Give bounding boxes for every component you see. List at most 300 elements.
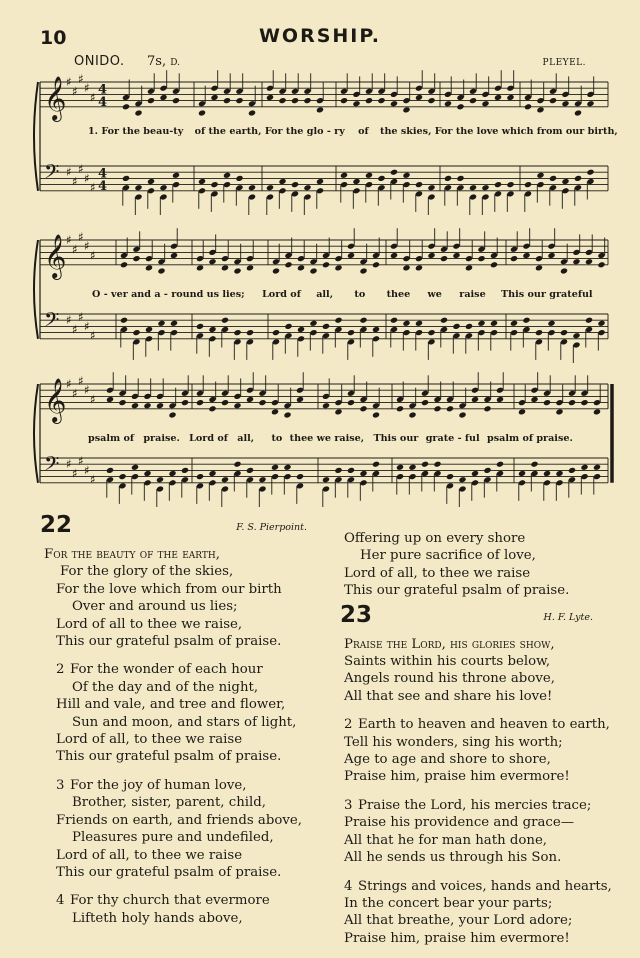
note-head bbox=[408, 411, 416, 418]
stanza-number: 2 bbox=[56, 662, 65, 678]
note-head bbox=[120, 317, 128, 324]
verse-text: For the joy of human love, bbox=[70, 777, 247, 793]
note-head bbox=[347, 399, 355, 406]
note-head bbox=[561, 100, 569, 107]
note-head bbox=[122, 103, 130, 110]
note-head bbox=[233, 329, 241, 336]
stanza-1 bbox=[340, 636, 615, 706]
note-head bbox=[549, 97, 557, 104]
note-head bbox=[568, 467, 576, 474]
verse-line: Angels round his throne above, bbox=[344, 671, 555, 687]
note-head bbox=[446, 473, 454, 480]
hymn-author: F. S. Pierpoint. bbox=[236, 522, 307, 533]
lyric-fragment: praise. bbox=[143, 433, 180, 444]
note-head bbox=[458, 476, 466, 483]
note-head bbox=[340, 172, 348, 179]
note-head bbox=[483, 405, 491, 412]
note-head bbox=[322, 402, 330, 409]
note-head bbox=[415, 94, 423, 101]
lyric-fragment: all, bbox=[316, 289, 334, 300]
note-head bbox=[258, 476, 266, 483]
sharp-sign: ♯ bbox=[72, 174, 78, 189]
note-head bbox=[536, 172, 544, 179]
note-head bbox=[248, 184, 256, 191]
note-head bbox=[246, 264, 254, 271]
stanza-4-continued bbox=[340, 530, 615, 600]
note-head bbox=[296, 396, 304, 403]
verse-line: Lord of all, to thee we raise bbox=[56, 732, 243, 748]
meter-small: D. bbox=[170, 58, 180, 68]
note-head bbox=[522, 252, 530, 259]
note-head bbox=[372, 411, 380, 418]
note-head bbox=[402, 264, 410, 271]
note-head bbox=[168, 411, 176, 418]
note-head bbox=[561, 178, 569, 185]
stanza-2 bbox=[340, 716, 615, 786]
note-head bbox=[246, 396, 254, 403]
note-head bbox=[303, 97, 311, 104]
note-head bbox=[458, 411, 466, 418]
note-head bbox=[543, 470, 551, 477]
lyric-fragment: O - ver and a - round us lies; bbox=[92, 289, 245, 300]
note-head bbox=[309, 320, 317, 327]
lyric-line-1 bbox=[88, 126, 618, 137]
note-head bbox=[246, 329, 254, 336]
sharp-sign: ♯ bbox=[78, 310, 84, 325]
note-head bbox=[233, 267, 241, 274]
note-head bbox=[246, 467, 254, 474]
note-head bbox=[131, 402, 139, 409]
note-head bbox=[535, 264, 543, 271]
note-head bbox=[122, 175, 130, 182]
note-head bbox=[134, 109, 142, 116]
lyric-fragment: Lord of bbox=[262, 289, 301, 300]
note-head bbox=[471, 396, 479, 403]
note-head bbox=[157, 267, 165, 274]
note-head bbox=[574, 109, 582, 116]
note-head bbox=[490, 320, 498, 327]
note-head bbox=[278, 97, 286, 104]
note-head bbox=[181, 467, 189, 474]
verse-text: Praise the Lord, his glories show, bbox=[344, 636, 555, 652]
note-head bbox=[483, 467, 491, 474]
stanza-number: 3 bbox=[56, 777, 65, 793]
verse-line: All that breathe, your Lord adore; bbox=[344, 913, 573, 929]
note-head bbox=[402, 106, 410, 113]
note-head bbox=[172, 97, 180, 104]
sharp-sign: ♯ bbox=[72, 386, 78, 401]
verse-line bbox=[340, 878, 615, 895]
lyric-fragment: For the glo - ry bbox=[264, 126, 345, 137]
note-head bbox=[208, 470, 216, 477]
note-head bbox=[172, 172, 180, 179]
note-head bbox=[196, 264, 204, 271]
note-head bbox=[586, 169, 594, 176]
verse-line: Her pure sacrifice of love, bbox=[360, 548, 536, 564]
note-head bbox=[522, 317, 530, 324]
note-head bbox=[297, 326, 305, 333]
note-head bbox=[118, 399, 126, 406]
note-head bbox=[170, 252, 178, 259]
sharp-sign: ♯ bbox=[72, 322, 78, 337]
note-head bbox=[427, 252, 435, 259]
note-head bbox=[221, 476, 229, 483]
note-head bbox=[221, 317, 229, 324]
note-head bbox=[372, 261, 380, 268]
note-head bbox=[465, 264, 473, 271]
note-head bbox=[452, 252, 460, 259]
stanza-number: 3 bbox=[344, 797, 353, 813]
note-head bbox=[530, 396, 538, 403]
verse-text: Praise the Lord, his mercies trace; bbox=[358, 797, 592, 813]
note-head bbox=[157, 320, 165, 327]
note-head bbox=[433, 405, 441, 412]
sharp-sign: ♯ bbox=[90, 248, 96, 263]
note-head bbox=[271, 408, 279, 415]
note-head bbox=[266, 184, 274, 191]
sharp-sign: ♯ bbox=[90, 90, 96, 105]
verse-line: Praise his providence and grace— bbox=[344, 815, 575, 831]
sharp-sign: ♯ bbox=[78, 162, 84, 177]
lyric-fragment: we bbox=[427, 289, 442, 300]
note-head bbox=[120, 261, 128, 268]
note-head bbox=[572, 258, 580, 265]
lyric-fragment: to bbox=[271, 433, 283, 444]
verse-line: This our grateful psalm of praise. bbox=[56, 864, 282, 880]
lyric-line-2 bbox=[92, 289, 593, 300]
note-head bbox=[271, 464, 279, 471]
page-title: WORSHIP. bbox=[258, 25, 382, 47]
system-brace bbox=[34, 82, 38, 191]
lyric-fragment: of the earth, bbox=[194, 126, 262, 137]
note-head bbox=[352, 100, 360, 107]
note-head bbox=[359, 267, 367, 274]
note-head bbox=[248, 109, 256, 116]
stanza-3 bbox=[40, 777, 315, 881]
note-head bbox=[506, 181, 514, 188]
note-head bbox=[278, 178, 286, 185]
note-head bbox=[143, 402, 151, 409]
sharp-sign: ♯ bbox=[84, 239, 90, 254]
verse-line: Friends on earth, and friends above, bbox=[56, 812, 302, 828]
time-signature: 4 bbox=[98, 178, 108, 194]
note-head bbox=[221, 264, 229, 271]
note-head bbox=[284, 261, 292, 268]
note-head bbox=[131, 464, 139, 471]
verse-line: All he sends us through his Son. bbox=[344, 850, 562, 866]
note-head bbox=[421, 399, 429, 406]
note-head bbox=[494, 181, 502, 188]
note-head bbox=[408, 464, 416, 471]
verse-text: For the wonder of each hour bbox=[70, 662, 263, 678]
note-head bbox=[518, 470, 526, 477]
note-head bbox=[402, 320, 410, 327]
note-head bbox=[233, 402, 241, 409]
note-head bbox=[309, 267, 317, 274]
verse-line: This our grateful psalm of praise. bbox=[56, 634, 282, 650]
note-head bbox=[272, 267, 280, 274]
note-head bbox=[365, 172, 373, 179]
verse-line bbox=[40, 661, 315, 678]
note-head bbox=[340, 97, 348, 104]
note-head bbox=[134, 184, 142, 191]
sharp-sign: ♯ bbox=[90, 328, 96, 343]
note-head bbox=[347, 329, 355, 336]
note-head bbox=[585, 258, 593, 265]
note-head bbox=[347, 467, 355, 474]
stanza-number: 2 bbox=[344, 717, 353, 733]
verse-text: For the beauty of the earth, bbox=[44, 547, 220, 562]
note-head bbox=[510, 255, 518, 262]
verse-line: This our grateful psalm of praise. bbox=[344, 583, 570, 599]
note-head bbox=[547, 252, 555, 259]
verse-line: Lord of all to thee we raise, bbox=[56, 616, 243, 632]
note-head bbox=[196, 399, 204, 406]
system-brace bbox=[34, 240, 38, 339]
time-signature: 4 bbox=[98, 82, 108, 98]
stanza-number: 4 bbox=[56, 893, 65, 909]
note-head bbox=[456, 103, 464, 110]
verse-line: Offering up on every shore bbox=[344, 531, 526, 546]
note-head bbox=[555, 408, 563, 415]
sharp-sign: ♯ bbox=[72, 242, 78, 257]
note-head bbox=[334, 408, 342, 415]
note-head bbox=[427, 97, 435, 104]
note-head bbox=[296, 473, 304, 480]
lyric-fragment: 1. For the beau-ty bbox=[88, 126, 184, 137]
sharp-sign: ♯ bbox=[90, 472, 96, 487]
verse-line: In the concert bear your parts; bbox=[344, 895, 553, 911]
verse-line: Of the day and of the night, bbox=[72, 679, 259, 695]
sharp-sign: ♯ bbox=[84, 81, 90, 96]
sharp-sign: ♯ bbox=[72, 84, 78, 99]
stanza-2 bbox=[40, 661, 315, 765]
note-head bbox=[396, 405, 404, 412]
sharp-sign: ♯ bbox=[84, 319, 90, 334]
lyric-fragment: thee we raise, bbox=[289, 433, 365, 444]
note-head bbox=[196, 323, 204, 330]
note-head bbox=[291, 97, 299, 104]
note-head bbox=[334, 317, 342, 324]
sharp-sign: ♯ bbox=[84, 171, 90, 186]
lyric-fragment: This our bbox=[373, 433, 419, 444]
note-head bbox=[159, 184, 167, 191]
note-head bbox=[316, 178, 324, 185]
note-head bbox=[334, 264, 342, 271]
note-head bbox=[272, 329, 280, 336]
note-head bbox=[359, 405, 367, 412]
lyric-fragment: grate - ful bbox=[425, 433, 480, 444]
stanza-4 bbox=[40, 892, 315, 927]
note-head bbox=[372, 326, 380, 333]
note-head bbox=[198, 109, 206, 116]
verse-line: This our grateful psalm of praise. bbox=[56, 749, 282, 765]
note-head bbox=[580, 464, 588, 471]
note-head bbox=[156, 476, 164, 483]
note-head bbox=[283, 411, 291, 418]
sharp-sign: ♯ bbox=[72, 466, 78, 481]
composer: PLEYEL. bbox=[542, 58, 586, 68]
stanza-3 bbox=[340, 797, 615, 867]
note-head bbox=[415, 320, 423, 327]
note-head bbox=[196, 473, 204, 480]
note-head bbox=[223, 97, 231, 104]
stanza-4 bbox=[340, 878, 615, 948]
note-head bbox=[421, 461, 429, 468]
treble-clef: 𝄞 bbox=[44, 75, 67, 120]
sharp-sign: ♯ bbox=[66, 457, 72, 472]
note-head bbox=[530, 461, 538, 468]
note-head bbox=[597, 320, 605, 327]
note-head bbox=[471, 470, 479, 477]
note-head bbox=[440, 255, 448, 262]
note-head bbox=[496, 396, 504, 403]
note-head bbox=[132, 255, 140, 262]
verse-line: All that see and share his love! bbox=[344, 688, 553, 704]
note-head bbox=[536, 106, 544, 113]
note-head bbox=[297, 264, 305, 271]
note-head bbox=[208, 258, 216, 265]
lyric-fragment: all, bbox=[237, 433, 255, 444]
note-head bbox=[390, 252, 398, 259]
note-head bbox=[352, 178, 360, 185]
note-head bbox=[402, 172, 410, 179]
verse-line: Sun and moon, and stars of light, bbox=[72, 714, 297, 730]
note-head bbox=[415, 264, 423, 271]
note-head bbox=[303, 184, 311, 191]
lyric-fragment: psalm of bbox=[88, 433, 134, 444]
hymn-header bbox=[40, 512, 315, 546]
note-head bbox=[586, 100, 594, 107]
note-head bbox=[593, 464, 601, 471]
lyric-fragment: For the love which from our birth, bbox=[434, 126, 618, 137]
note-head bbox=[490, 261, 498, 268]
note-head bbox=[597, 261, 605, 268]
lyric-fragment: raise bbox=[459, 289, 486, 300]
note-head bbox=[118, 473, 126, 480]
verse-line: All that he for man hath done, bbox=[344, 832, 548, 848]
verse-line bbox=[40, 892, 315, 909]
note-head bbox=[156, 402, 164, 409]
note-head bbox=[377, 97, 385, 104]
note-head bbox=[181, 399, 189, 406]
tune-name: ONIDO. bbox=[74, 54, 125, 69]
right-column bbox=[340, 530, 615, 958]
note-head bbox=[469, 97, 477, 104]
sharp-sign: ♯ bbox=[78, 373, 84, 388]
note-head bbox=[347, 252, 355, 259]
note-head bbox=[543, 399, 551, 406]
note-head bbox=[494, 94, 502, 101]
system-brace bbox=[34, 384, 38, 483]
note-head bbox=[560, 329, 568, 336]
sharp-sign: ♯ bbox=[66, 75, 72, 89]
note-head bbox=[427, 184, 435, 191]
sharp-sign: ♯ bbox=[84, 463, 90, 478]
stanza-number: 4 bbox=[344, 878, 353, 894]
verse-line bbox=[340, 797, 615, 814]
note-head bbox=[568, 399, 576, 406]
note-head bbox=[469, 184, 477, 191]
note-head bbox=[159, 94, 167, 101]
note-head bbox=[510, 320, 518, 327]
sharp-sign: ♯ bbox=[78, 454, 84, 469]
note-head bbox=[291, 181, 299, 188]
sharp-sign: ♯ bbox=[90, 180, 96, 195]
note-head bbox=[444, 100, 452, 107]
treble-clef: 𝄞 bbox=[44, 377, 67, 422]
page-number: 10 bbox=[40, 27, 67, 49]
verse-line bbox=[340, 716, 615, 733]
note-head bbox=[266, 94, 274, 101]
stanza-1 bbox=[40, 546, 315, 650]
note-head bbox=[106, 396, 114, 403]
note-head bbox=[574, 175, 582, 182]
note-head bbox=[316, 106, 324, 113]
verse-line: Tell his wonders, sing his worth; bbox=[344, 734, 563, 750]
sharp-sign: ♯ bbox=[78, 71, 84, 86]
note-head bbox=[390, 169, 398, 176]
note-head bbox=[322, 261, 330, 268]
note-head bbox=[560, 267, 568, 274]
lyric-fragment: thee bbox=[386, 289, 411, 300]
lyric-fragment: Lord of bbox=[189, 433, 228, 444]
note-head bbox=[396, 464, 404, 471]
note-head bbox=[518, 408, 526, 415]
verse-line: Praise him, praise him evermore! bbox=[344, 769, 570, 785]
note-head bbox=[132, 329, 140, 336]
verse-line: Praise him, praise him evermore! bbox=[344, 930, 570, 946]
note-head bbox=[221, 399, 229, 406]
sharp-sign: ♯ bbox=[66, 233, 72, 247]
note-head bbox=[147, 178, 155, 185]
sharp-sign: ♯ bbox=[90, 392, 96, 407]
verse-text: For thy church that evermore bbox=[70, 893, 270, 909]
lyric-fragment: psalm of praise. bbox=[487, 433, 573, 444]
note-head bbox=[555, 470, 563, 477]
verse-line: Lord of all, to thee we raise bbox=[344, 565, 531, 581]
verse-line bbox=[40, 777, 315, 794]
note-head bbox=[235, 97, 243, 104]
verse-line: For the love which from our birth bbox=[56, 581, 282, 597]
note-head bbox=[549, 175, 557, 182]
sharp-sign: ♯ bbox=[66, 377, 72, 391]
note-head bbox=[496, 461, 504, 468]
note-head bbox=[145, 326, 153, 333]
note-head bbox=[143, 470, 151, 477]
bass-clef: 𝄢 bbox=[44, 452, 60, 481]
note-head bbox=[415, 181, 423, 188]
note-head bbox=[106, 467, 114, 474]
note-head bbox=[284, 323, 292, 330]
verse-line: Saints within his courts below, bbox=[344, 654, 551, 670]
note-head bbox=[572, 332, 580, 339]
note-head bbox=[210, 94, 218, 101]
note-head bbox=[208, 326, 216, 333]
bass-clef: 𝄢 bbox=[44, 160, 60, 189]
note-head bbox=[390, 100, 398, 107]
note-head bbox=[477, 255, 485, 262]
note-head bbox=[359, 317, 367, 324]
sharp-sign: ♯ bbox=[78, 229, 84, 244]
note-head bbox=[444, 175, 452, 182]
verse-line: Lord of all, to thee we raise bbox=[56, 847, 243, 863]
note-head bbox=[440, 317, 448, 324]
lyric-line-3 bbox=[88, 433, 573, 444]
note-head bbox=[390, 317, 398, 324]
note-head bbox=[334, 467, 342, 474]
note-head bbox=[427, 329, 435, 336]
